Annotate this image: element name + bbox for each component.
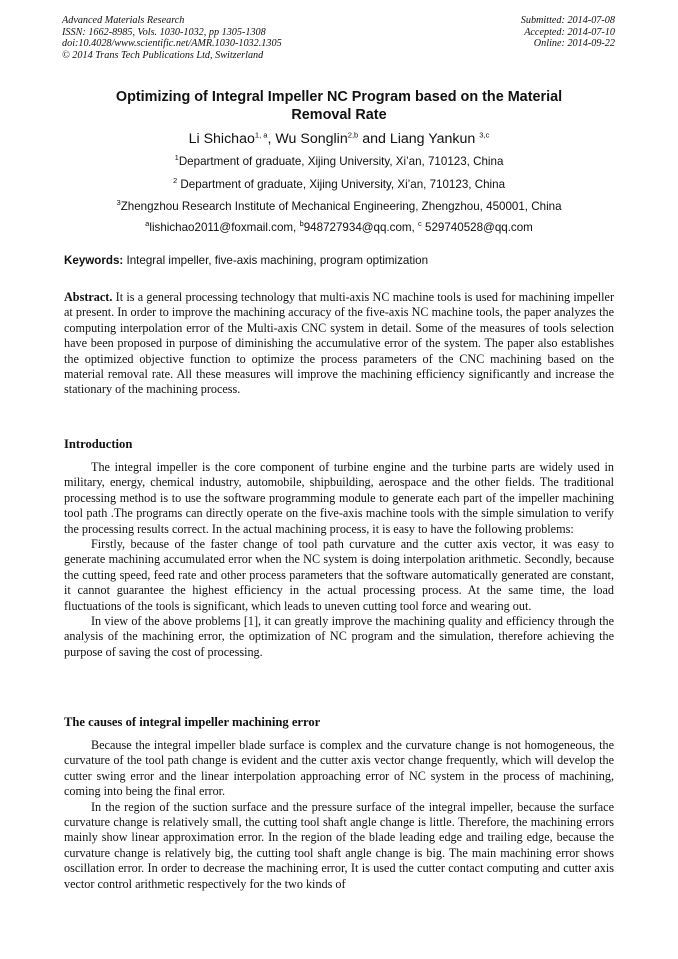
affiliation-text: Department of graduate, Xijing University, Xi’an, 710123, China	[177, 178, 506, 191]
email-sup: b	[299, 219, 304, 229]
email-sup: c	[418, 219, 422, 229]
paragraph: Firstly, because of the faster change of tool path curvature and the cutter axis vector, it was easy to generate machining accumulated error when the NC system is doing interpolation arithmetic. Secondly, because the cutting speed, feed rate and other process parameters that the software automatically generated are constant, it cannot guarantee the highest efficiency in the actual processing process. At the same time, the load fluctuations of the tools is significant, which leads to uneven cutting tool force and wearing out.	[64, 537, 614, 613]
author-sup: 1, a	[254, 130, 268, 140]
affiliation-2	[40, 178, 638, 192]
author-sup: 3,c	[479, 130, 490, 140]
keywords-line	[64, 254, 616, 268]
paper-title	[62, 88, 616, 124]
affiliation-text: Zhengzhou Research Institute of Mechanical Engineering, Zhengzhou, 450001, China	[120, 200, 562, 213]
section-heading-causes: The causes of integral impeller machining error	[64, 715, 321, 729]
journal-name: Advanced Materials Research	[62, 15, 185, 26]
affiliation-sup: 3	[116, 198, 121, 208]
affiliation-sup: 1	[174, 153, 179, 163]
submitted-date: Submitted: 2014-07-08	[520, 15, 615, 26]
keywords-text: Integral impeller, five-axis machining, program optimization	[123, 254, 429, 267]
accepted-date: Accepted: 2014-07-10	[524, 26, 615, 38]
causes-body	[64, 738, 614, 892]
author-separator: ,	[267, 131, 276, 147]
title-line-1: Optimizing of Integral Impeller NC Program based on the Material	[115, 89, 563, 105]
email-sup: a	[145, 219, 150, 229]
dates-info	[521, 15, 615, 50]
paragraph: In the region of the suction surface and the pressure surface of the integral impeller, because the surface curvature change is relatively small, the cutting tool shaft angle change is little. Therefore, the machining errors mainly show linear approximation error. In the region of the blade leading edge and trailing edge, because the curvature change is relatively big, the cutting tool shaft angle change is big. The main machining error shows oscillation error. In order to decrease the machining error, It is used the cutter contact computing and cutter axis vector control arithmetic respectively for the two kinds of	[64, 799, 614, 891]
author-separator: and	[358, 131, 390, 147]
issn-line: ISSN: 1662-8985, Vols. 1030-1032, pp 1305-1308	[62, 26, 266, 38]
title-line-2: Removal Rate	[291, 107, 387, 123]
copyright-line: © 2014 Trans Tech Publications Ltd, Switzerland	[62, 49, 264, 61]
author-name: Liang Yankun	[389, 131, 480, 147]
email-address: 529740528@qq.com	[421, 221, 533, 234]
abstract-text: It is a general processing technology that multi-axis NC machine tools is used for machining impeller at present. In order to improve the machining accuracy of the five-axis NC machine tools, the paper analyzes the computing interpolation error of the Multi-axis CNC system in detail. Some of the measures of tools selection have been proposed in purpose of diminishing the accumulative error of the system. The paper also establishes the optimized objective function to optimize the process parameters of the CNC machining based on the material removal rate. All these measures will improve the machining efficiency significantly and increase the stationary of the machining process.	[64, 290, 614, 397]
affiliation-sup: 2	[172, 176, 178, 186]
paragraph: In view of the above problems [1], it can greatly improve the machining quality and efficiency through the analysis of the machining error, the optimization of NC program and the simulation, therefore achieving the purpose of saving the cost of processing.	[64, 614, 614, 659]
paragraph: The integral impeller is the core component of turbine engine and the turbine parts are widely used in military, energy, chemical industry, automobile, shipbuilding, aerospace and the other fields. The traditional processing method is to use the software programming module to generate each part of the impeller machining tool path .The programs can directly operate on the five-axis machine tools with the simple simulation to verify the processing results correct. In the actual machining process, it is easy to have the following problems:	[64, 460, 614, 536]
email-address: lishichao2011@foxmail.com,	[149, 221, 300, 234]
paragraph: Because the integral impeller blade surface is complex and the curvature change is not homogeneous, the curvature of the tool path change is evident and the cutter axis vector change frequently, which will develop the cutter swing error and the linear interpolation approaching error of NC system in the process of machining, coming into being the final error.	[64, 738, 614, 799]
email-address: 948727934@qq.com,	[303, 221, 418, 234]
author-list	[62, 130, 616, 148]
doi-line: doi:10.4028/www.scientific.net/AMR.1030-1032.1305	[62, 38, 282, 50]
introduction-body	[64, 460, 614, 660]
abstract-label: Abstract.	[64, 290, 113, 304]
journal-info	[62, 15, 282, 61]
affiliation-1	[40, 155, 638, 169]
author-sup: 2,b	[347, 130, 359, 140]
section-heading-introduction: Introduction	[64, 437, 133, 451]
affiliation-3	[40, 200, 638, 214]
keywords-label: Keywords:	[64, 254, 124, 267]
email-line	[40, 221, 638, 235]
abstract	[64, 290, 614, 398]
author-name: Li Shichao	[188, 131, 255, 147]
author-name: Wu Songlin	[275, 131, 348, 147]
online-date: Online: 2014-09-22	[533, 38, 615, 50]
affiliation-text: Department of graduate, Xijing University, Xi’an, 710123, China	[178, 155, 504, 168]
